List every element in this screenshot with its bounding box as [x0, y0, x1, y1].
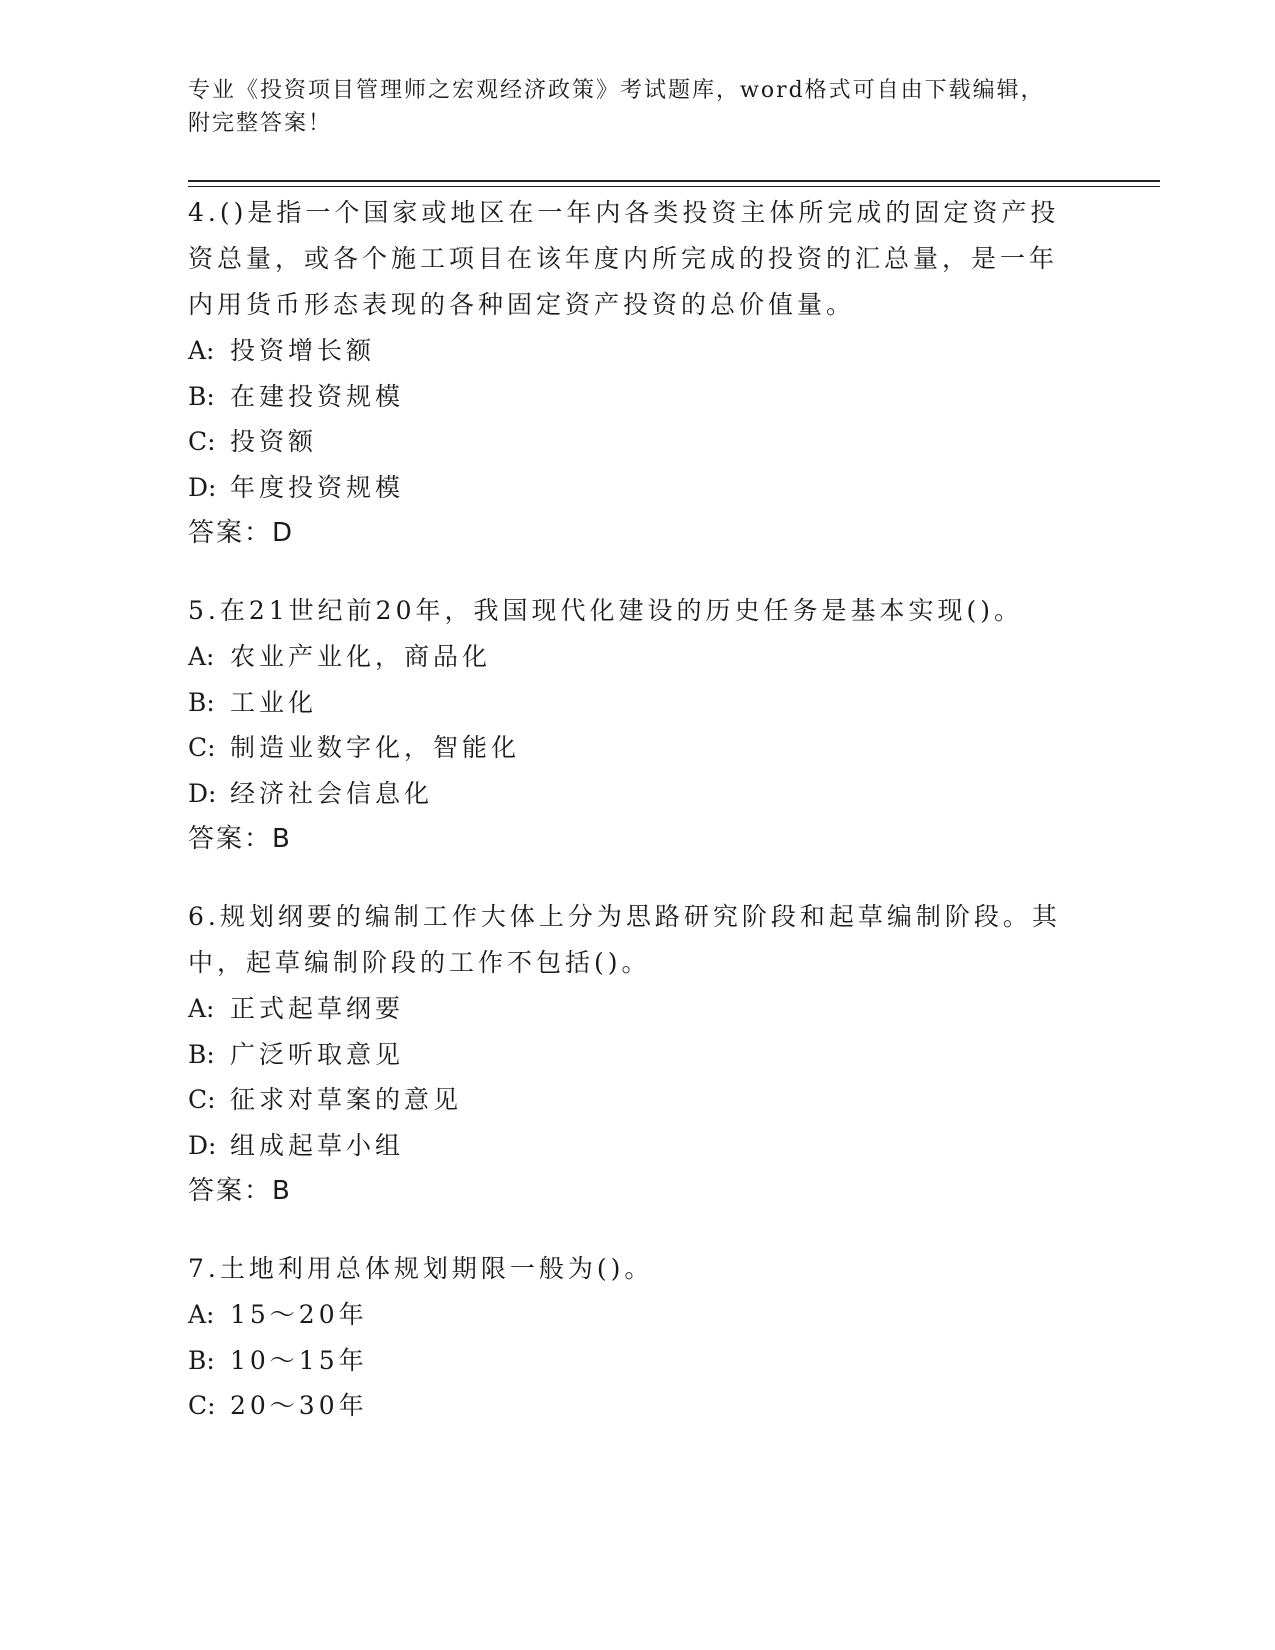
- option-a: [188, 1292, 1068, 1338]
- option-d: [188, 1123, 1068, 1169]
- option-letter: A:: [188, 1300, 215, 1329]
- option-c: [188, 1383, 1068, 1429]
- option-b: [188, 680, 1068, 726]
- header-divider-thick: [188, 180, 1160, 182]
- option-d: [188, 771, 1068, 817]
- question-stem: 5.在21世纪前20年，我国现代化建设的历史任务是基本实现()。: [188, 596, 1023, 625]
- option-text: 正式起草纲要: [230, 994, 405, 1023]
- option-text: 组成起草小组: [230, 1130, 405, 1160]
- question-stem: 4.()是指一个国家或地区在一年内各类投资主体所完成的固定资产投资总量，或各个施工项目在该年度内所完成的投资的汇总量，是一年内用货币形态表现的各种固定资产投资的总价值量。: [188, 198, 1060, 319]
- option-c: [188, 725, 1068, 771]
- option-text: 经济社会信息化: [230, 778, 434, 808]
- option-text: 制造业数字化，智能化: [230, 733, 521, 762]
- option-text: 工业化: [230, 687, 318, 717]
- option-letter: C:: [188, 1085, 216, 1114]
- option-c: [188, 419, 1068, 465]
- option-text: 20～30年: [230, 1391, 368, 1420]
- option-b: [188, 1032, 1068, 1078]
- option-text: 15～20年: [230, 1300, 368, 1329]
- option-d: [188, 465, 1068, 511]
- question-4: [188, 190, 1068, 556]
- option-a: [188, 986, 1068, 1032]
- option-letter: B:: [188, 1345, 215, 1375]
- option-text: 在建投资规模: [230, 381, 405, 411]
- option-letter: C:: [188, 733, 216, 762]
- header-divider-thin: [188, 186, 1160, 187]
- option-a: [188, 328, 1068, 374]
- option-b: [188, 374, 1068, 420]
- option-letter: D:: [188, 472, 217, 502]
- answer-line: 答案：B: [188, 1176, 292, 1206]
- answer-line: 答案：D: [188, 518, 295, 548]
- option-text: 广泛听取意见: [230, 1039, 405, 1069]
- option-text: 投资增长额: [230, 336, 376, 365]
- option-letter: B:: [188, 687, 215, 717]
- option-text: 投资额: [230, 427, 318, 456]
- option-letter: D:: [188, 1130, 217, 1160]
- option-b: [188, 1338, 1068, 1384]
- option-c: [188, 1077, 1068, 1123]
- option-letter: A:: [188, 642, 215, 671]
- option-letter: A:: [188, 994, 215, 1023]
- option-text: 征求对草案的意见: [230, 1085, 463, 1114]
- question-list: [188, 190, 1068, 1461]
- option-letter: C:: [188, 427, 216, 456]
- option-text: 10～15年: [230, 1345, 368, 1375]
- question-5: [188, 588, 1068, 862]
- option-letter: C:: [188, 1391, 216, 1420]
- question-stem: 7.土地利用总体规划期限一般为()。: [188, 1254, 654, 1283]
- answer-line: 答案：B: [188, 824, 292, 854]
- header-line-1: 专业《投资项目管理师之宏观经济政策》考试题库，word格式可自由下载编辑，: [188, 78, 1045, 103]
- option-a: [188, 634, 1068, 680]
- question-6: [188, 894, 1068, 1214]
- option-text: 年度投资规模: [230, 472, 405, 502]
- option-letter: B:: [188, 381, 215, 411]
- question-stem: 6.规划纲要的编制工作大体上分为思路研究阶段和起草编制阶段。其中，起草编制阶段的工作不包括()。: [188, 902, 1061, 977]
- option-text: 农业产业化，商品化: [230, 642, 492, 671]
- question-7: [188, 1246, 1068, 1429]
- option-letter: B:: [188, 1039, 215, 1069]
- option-letter: A:: [188, 336, 215, 365]
- document-header: [188, 74, 1088, 140]
- option-letter: D:: [188, 778, 217, 808]
- header-line-2: 附完整答案！: [188, 111, 333, 136]
